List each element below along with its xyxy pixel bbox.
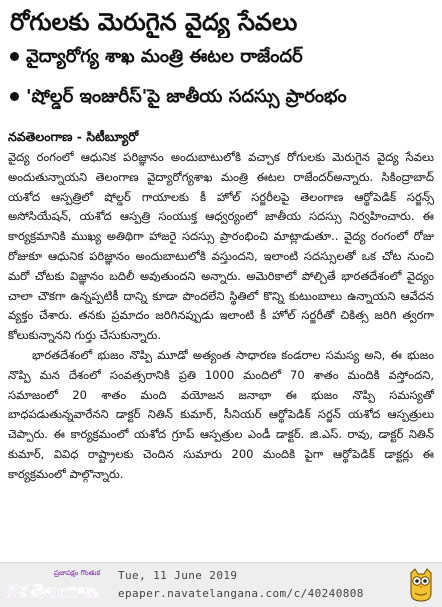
article-paragraph: వైద్య రంగంలో ఆధునిక పరిజ్ఞానం అందుబాటులోకి వచ్చాక రోగులకు మెరుగైన వైద్య సేవలు అందుతున్నాయని తెలంగాణ వైద్యారోగ్యశాఖ మంత్రి ఈటల రాజేందర్అన్నారు. సికింద్రాబాద్ యశోద ఆస్పత్రిలో షోల్డర్ గాయాలకు కీ హోల్ సర్జరీలపై తెలంగాణ ఆర్థోపెడిక్ సర్జన్స్ అసోసియేషన్, యశోద ఆస్పత్రి సంయుక్త ఆధ్వర్యంలో జాతీయ సదస్సు నిర్వహించారు. ఈ కార్యక్రమానికి ముఖ్య అతిథిగా హాజరై సదస్సు ప్రారంభించి మాట్లాడుతూ.. వైద్య రంగంలో రోజు రోజుకూ ఆధునిక పరిజ్ఞానం అందుబాటులోకి వస్తుందని, ఇలాంటి సదస్సులతో ఒక చోట నుంచి మరో చోటకు విజ్ఞానం బదిలీ అవుతుందని అన్నారు. అమెరికాలో పోల్చితే భారతదేశంలో వైద్యం చాలా చౌకగా ఉన్నప్పటికీ దాన్ని కూడా పొందలేని స్థితిలో కొన్ని కుటుంబాలు ఉన్నాయని ఆవేదన వ్యక్తం చేశారు. తనకు ప్రమాదం జరిగినప్పుడు ఇలాంటి కీ హోల్ సర్జరీతో చికిత్స జరిగి త్వరగా కోలుకున్నానని గుర్తు చేసుకున్నారు.	[8, 150, 434, 343]
headline: రోగులకు మెరుగైన వైద్య సేవలు	[10, 8, 298, 36]
dateline: నవతెలంగాణ - సిటీబ్యూరో	[8, 129, 139, 144]
subheadline-text: 'షోల్డర్ ఇంజురీస్'పై జాతీయ సదస్సు ప్రారంభం	[26, 86, 347, 107]
article-paragraph: భారతదేశంలో భుజం నొప్పి మూడో అత్యంత సాధారణ కండరాల సమస్య అని, ఈ భుజం నొప్పి మన దేశంలో సంవత్సరానికి ప్రతి 1000 మందిలో 70 శాతం మందికి వస్తోందని, సమాజంలో 20 శాతం మంది వయోజన జనాభా ఈ భుజం నొప్పి సమస్యతో బాధపడుతున్నవారేనని డాక్టర్ నితిన్ కుమార్, సీనియర్ ఆర్థోపెడిక్ సర్జన్ యశోద ఆస్పత్రులు చెప్పారు. ఈ కార్యక్రమంలో యశోద గ్రూప్ ఆస్పత్రుల ఎండీ డాక్టర్. జి.ఎస్. రావు, డాక్టర్ నితిన్ కుమార్, వివిధ రాష్ట్రాలకు చెందిన సుమారు 200 మందికి పైగా ఆర్థోపెడిక్ డాక్టర్లు ఈ కార్యక్రమంలో పాల్గొన్నారు.	[8, 347, 434, 481]
navatelangana-logo[interactable]	[4, 565, 108, 603]
logo-tagline: ప్రజాపక్షం గొంతుక	[54, 569, 101, 577]
article-body	[8, 148, 434, 485]
subheadline-list	[0, 42, 442, 122]
subheadline-item	[0, 82, 442, 116]
edition-date: Tue, 11 June 2019	[118, 569, 238, 582]
epaper-link[interactable]: epaper.navatelangana.com/c/40240808	[118, 587, 364, 600]
owl-icon	[406, 567, 436, 603]
epaper-footer	[0, 562, 442, 607]
bullet-icon	[10, 92, 19, 101]
subheadline-item	[0, 42, 442, 76]
bullet-icon	[10, 52, 19, 61]
logo-wordmark: నవతెలంగాణ	[6, 581, 99, 602]
subheadline-text: వైద్యారోగ్య శాఖ మంత్రి ఈటల రాజేందర్	[26, 46, 303, 67]
